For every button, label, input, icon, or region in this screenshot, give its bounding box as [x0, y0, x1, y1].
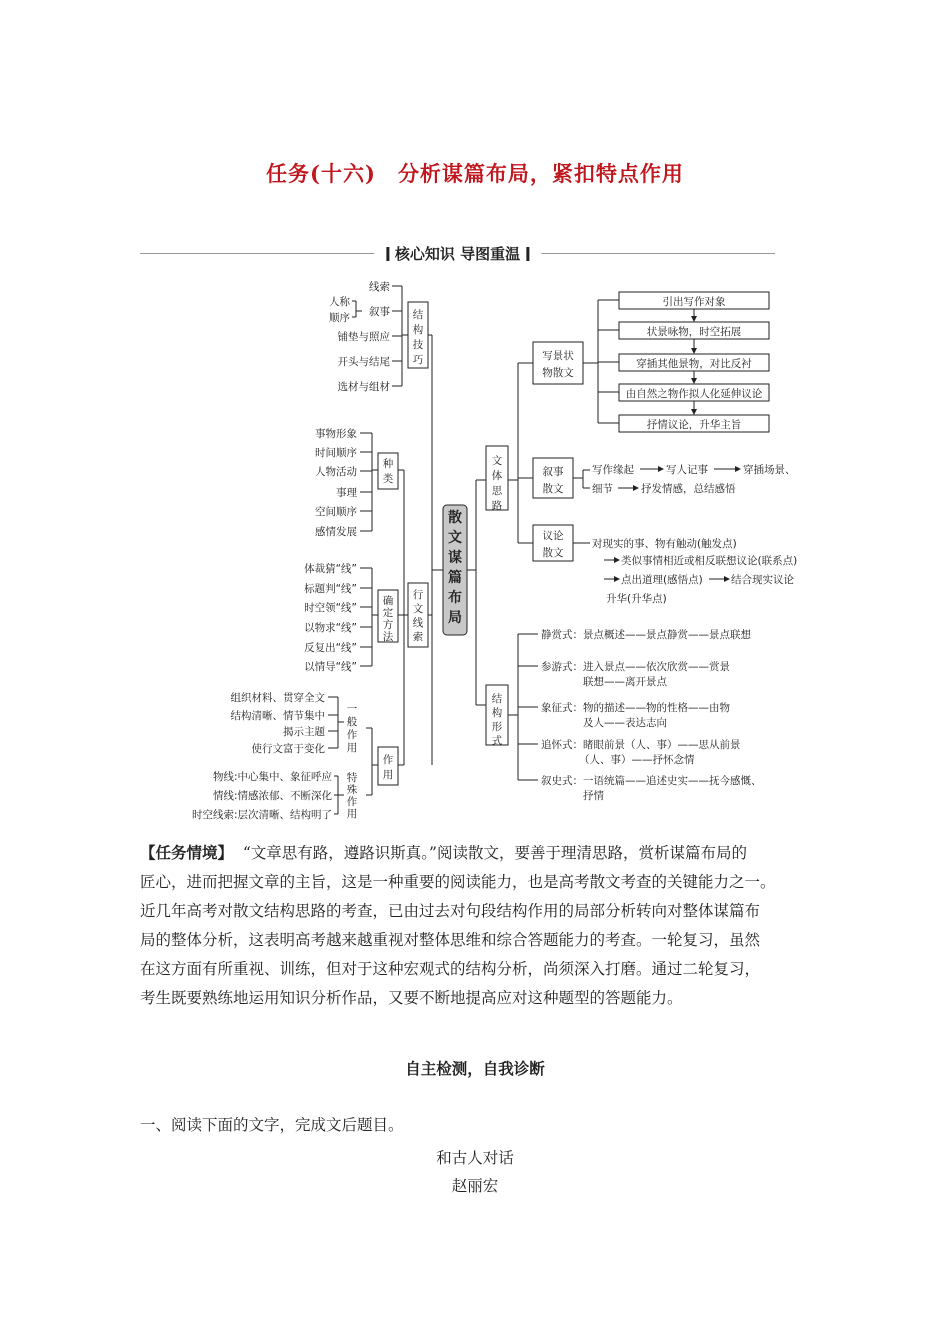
section-label-wrap [374, 243, 541, 264]
yb-item-3: 使行文富于变化 [251, 743, 325, 755]
yl-line3b: 结合现实议论 [731, 574, 794, 586]
xingwen-xiansuo-label-char: 线 [412, 617, 424, 629]
zhonglei-label-char: 种 [382, 458, 394, 470]
wenti-silu-label-char: 思 [491, 485, 503, 497]
jiegou-xingshi-label-char: 式 [491, 735, 503, 747]
yb-item-2: 揭示主题 [283, 726, 325, 738]
jq-item-3: 开头与结尾 [337, 356, 390, 368]
xs-line1c: 穿插场景、 [743, 464, 796, 476]
page-title [0, 158, 950, 188]
task-line-3: 局的整体分析，这表明高考越来越重视对整体思维和综合答题能力的考查。一轮复习，虽然 [140, 931, 761, 949]
qd-item-1: 标题判“线” [304, 583, 357, 595]
xs-line2a: 细节 [592, 483, 613, 495]
qd-item-4: 反复出“线” [304, 642, 357, 654]
xs-form-2-l2: 及人——表达志向 [583, 717, 667, 729]
wenti-silu-label-char: 体 [491, 470, 503, 482]
xj-step-3: 由自然之物作拟人化延伸议论 [625, 388, 763, 400]
xj-step-1: 状景咏物，时空拓展 [646, 326, 742, 338]
xushi-sub-1: 顺序 [329, 312, 350, 324]
xs-form-3-l2: （人、事）——抒怀念情 [579, 754, 695, 766]
question-intro: 一、阅读下面的文字，完成文后题目。 [140, 1116, 404, 1134]
yiban-label-char: 用 [346, 742, 358, 754]
article-author: 赵丽宏 [451, 1177, 499, 1195]
jiegou-jiqiao-label-char: 结 [412, 309, 424, 321]
qd-item-0: 体裁猜“线” [304, 563, 357, 575]
xj-step-2: 穿插其他景物，对比反衬 [636, 358, 752, 370]
yl-label-2: 散文 [542, 547, 564, 559]
yl-line2: 类似事情相近或相反联想议论(联系点) [621, 555, 798, 567]
xs-line2b: 抒发情感，总结感悟 [641, 483, 736, 495]
jiegou-jiqiao-label-char: 技 [412, 339, 424, 351]
task-context [140, 838, 820, 1013]
wenti-silu-label-char: 路 [491, 500, 503, 512]
yl-label-1: 议论 [542, 530, 564, 542]
task-line-0: “文章思有路，遵路识斯真。”阅读散文，要善于理清思路，赏析谋篇布局的 [242, 844, 747, 862]
queding-label-char: 法 [382, 631, 394, 643]
xs-form-4-l1: 叙史式：一语统篇——追述史实——抚今感慨、 [541, 775, 762, 787]
zl-item-3: 事理 [336, 487, 357, 499]
qd-item-5: 以情导“线” [304, 661, 357, 673]
teshu-label-char: 殊 [346, 784, 358, 796]
yb-item-0: 组织材料、贯穿全文 [230, 692, 325, 704]
ts-item-1: 情线:情感浓郁、不断深化 [212, 790, 332, 802]
zhonglei-label-char: 类 [382, 473, 394, 485]
xs-form-4-l2: 抒情 [583, 790, 604, 802]
task-line-5: 考生既要熟练地运用知识分析作品，又要不断地提高应对这种题型的答题能力。 [140, 989, 683, 1007]
xushi-sub-0: 人称 [329, 296, 350, 308]
xs-label-2: 散文 [542, 483, 564, 495]
xj-step-4: 抒情议论，升华主旨 [646, 419, 742, 431]
qd-item-2: 时空领“线” [304, 602, 357, 614]
queding-label-char: 定 [382, 607, 394, 619]
zl-item-4: 空间顺序 [315, 506, 357, 518]
xj-label-2: 物散文 [542, 367, 574, 379]
xs-form-3-l1: 追怀式：睹眼前景（人、事）——思从前景 [541, 739, 741, 751]
jiegou-xingshi-label-char: 结 [491, 693, 503, 705]
xs-line1b: 写人记事 [666, 464, 708, 476]
wenti-silu-label-char: 文 [491, 455, 503, 467]
xs-form-1-l2: 联想——离开景点 [583, 676, 667, 688]
yiban-label-char: 般 [346, 716, 358, 728]
yl-line3a: 点出道理(感悟点) [621, 574, 703, 586]
xingwen-xiansuo-label-char: 文 [412, 603, 424, 615]
yl-line4: 升华(升华点) [606, 593, 667, 605]
zl-item-1: 时间顺序 [315, 447, 357, 459]
teshu-label-char: 用 [346, 808, 358, 820]
task-line-2: 近几年高考对散文结构思路的考查，已由过去对句段结构作用的局部分析转向对整体谋篇布 [140, 902, 761, 920]
xs-form-1-l1: 参游式：进入景点——依次欣赏——赏景 [541, 661, 730, 673]
zl-item-5: 感情发展 [315, 526, 357, 538]
xs-form-2-l1: 象征式：物的描述——物的性格——由物 [541, 702, 730, 714]
yb-item-1: 结构清晰、情节集中 [230, 710, 325, 722]
zl-item-2: 人物活动 [315, 466, 357, 478]
xs-line1a: 写作缘起 [592, 464, 634, 476]
jiegou-xingshi-label-char: 形 [491, 721, 503, 733]
xingwen-xiansuo-label-char: 索 [412, 631, 424, 643]
jq-item-2: 铺垫与照应 [337, 331, 390, 343]
ts-item-0: 物线:中心集中、象征呼应 [212, 771, 332, 783]
yiban-label-char: 作 [346, 729, 358, 741]
jiegou-xingshi-label-char: 构 [491, 707, 503, 719]
task-line-1: 匠心，进而把握文章的主旨，这是一种重要的阅读能力，也是高考散文考查的关键能力之一。 [140, 873, 776, 891]
jq-item-1: 叙事 [369, 306, 390, 318]
qd-item-3: 以物求“线” [304, 622, 357, 634]
title-part2: 分析谋篇布局，紧扣特点作用 [397, 161, 684, 186]
xingwen-xiansuo-label-char: 行 [412, 589, 424, 601]
section-header [140, 243, 775, 263]
task-line-4: 在这方面有所重视、训练，但对于这种宏观式的结构分析，尚须深入打磨。通过二轮复习， [140, 960, 761, 978]
jq-item-0: 线索 [369, 281, 390, 293]
section-label: 核心知识 导图重温 [394, 245, 521, 263]
mind-map [190, 270, 798, 830]
jq-item-4: 选材与组材 [337, 381, 390, 393]
jiegou-jiqiao-label-char: 构 [412, 324, 424, 336]
center-node: 散文谋篇布局 [448, 510, 462, 626]
zuoyong-label-char: 作 [382, 754, 394, 766]
xj-step-0: 引出写作对象 [662, 296, 726, 308]
zl-item-0: 事物形象 [315, 428, 357, 440]
teshu-label-char: 特 [346, 772, 358, 784]
task-label: 【任务情境】 [140, 843, 234, 862]
subtitle: 自主检测，自我诊断 [405, 1059, 545, 1078]
yiban-label-char: 一 [346, 703, 358, 715]
teshu-label-char: 作 [346, 796, 358, 808]
title-part1: 任务(十六) [266, 161, 376, 186]
xj-label-1: 写景状 [542, 350, 574, 362]
xs-label-1: 叙事 [542, 466, 564, 478]
zuoyong-label-char: 用 [382, 769, 394, 781]
jiegou-jiqiao-label-char: 巧 [412, 354, 424, 366]
ts-item-2: 时空线索:层次清晰、结构明了 [191, 809, 332, 821]
article-title: 和古人对话 [436, 1149, 514, 1167]
xs-form-0-l1: 静赏式：景点概述——景点静赏——景点联想 [541, 629, 751, 641]
yl-line1: 对现实的事、物有触动(触发点) [592, 538, 737, 550]
queding-label-char: 确 [382, 595, 394, 607]
queding-label-char: 方 [382, 619, 394, 631]
